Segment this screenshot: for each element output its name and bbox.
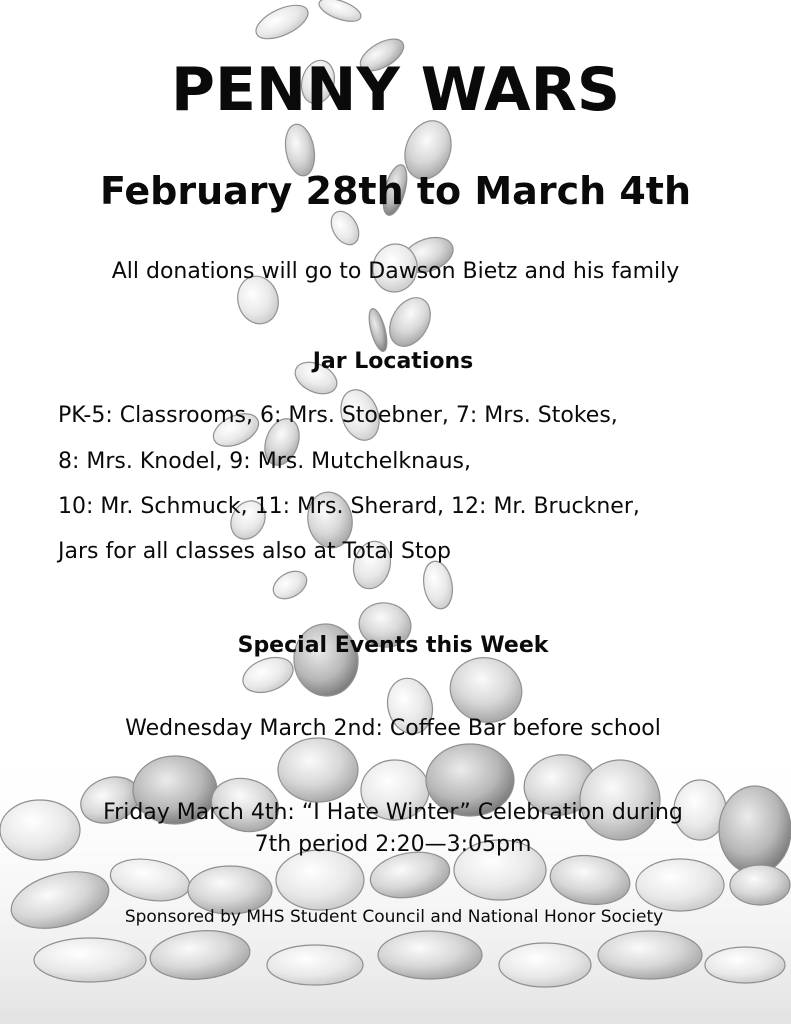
jar-location-line: 8: Mrs. Knodel, 9: Mrs. Mutchelknaus,: [58, 449, 471, 474]
event-coffee-bar: Wednesday March 2nd: Coffee Bar before school: [125, 716, 661, 741]
event-line: 7th period 2:20—3:05pm: [254, 832, 532, 857]
flyer-title: PENNY WARS: [170, 55, 621, 125]
jar-location-line: Jars for all classes also at Total Stop: [58, 539, 452, 564]
jar-location-line: PK-5: Classrooms, 6: Mrs. Stoebner, 7: Mrs. Stokes,: [58, 403, 618, 428]
jar-locations-heading: Jar Locations: [312, 349, 474, 374]
jar-location-line: 10: Mr. Schmuck, 11: Mrs. Sherard, 12: Mr. Bruckner,: [58, 494, 640, 519]
sponsor-note: Sponsored by MHS Student Council and National Honor Society: [124, 907, 664, 927]
event-dates: February 28th to March 4th: [99, 169, 692, 213]
event-i-hate-winter: [0, 797, 786, 861]
event-line: Friday March 4th: “I Hate Winter” Celebration during: [103, 800, 683, 825]
special-events-heading: Special Events this Week: [237, 633, 549, 658]
donation-note: All donations will go to Dawson Bietz and his family: [111, 259, 680, 284]
